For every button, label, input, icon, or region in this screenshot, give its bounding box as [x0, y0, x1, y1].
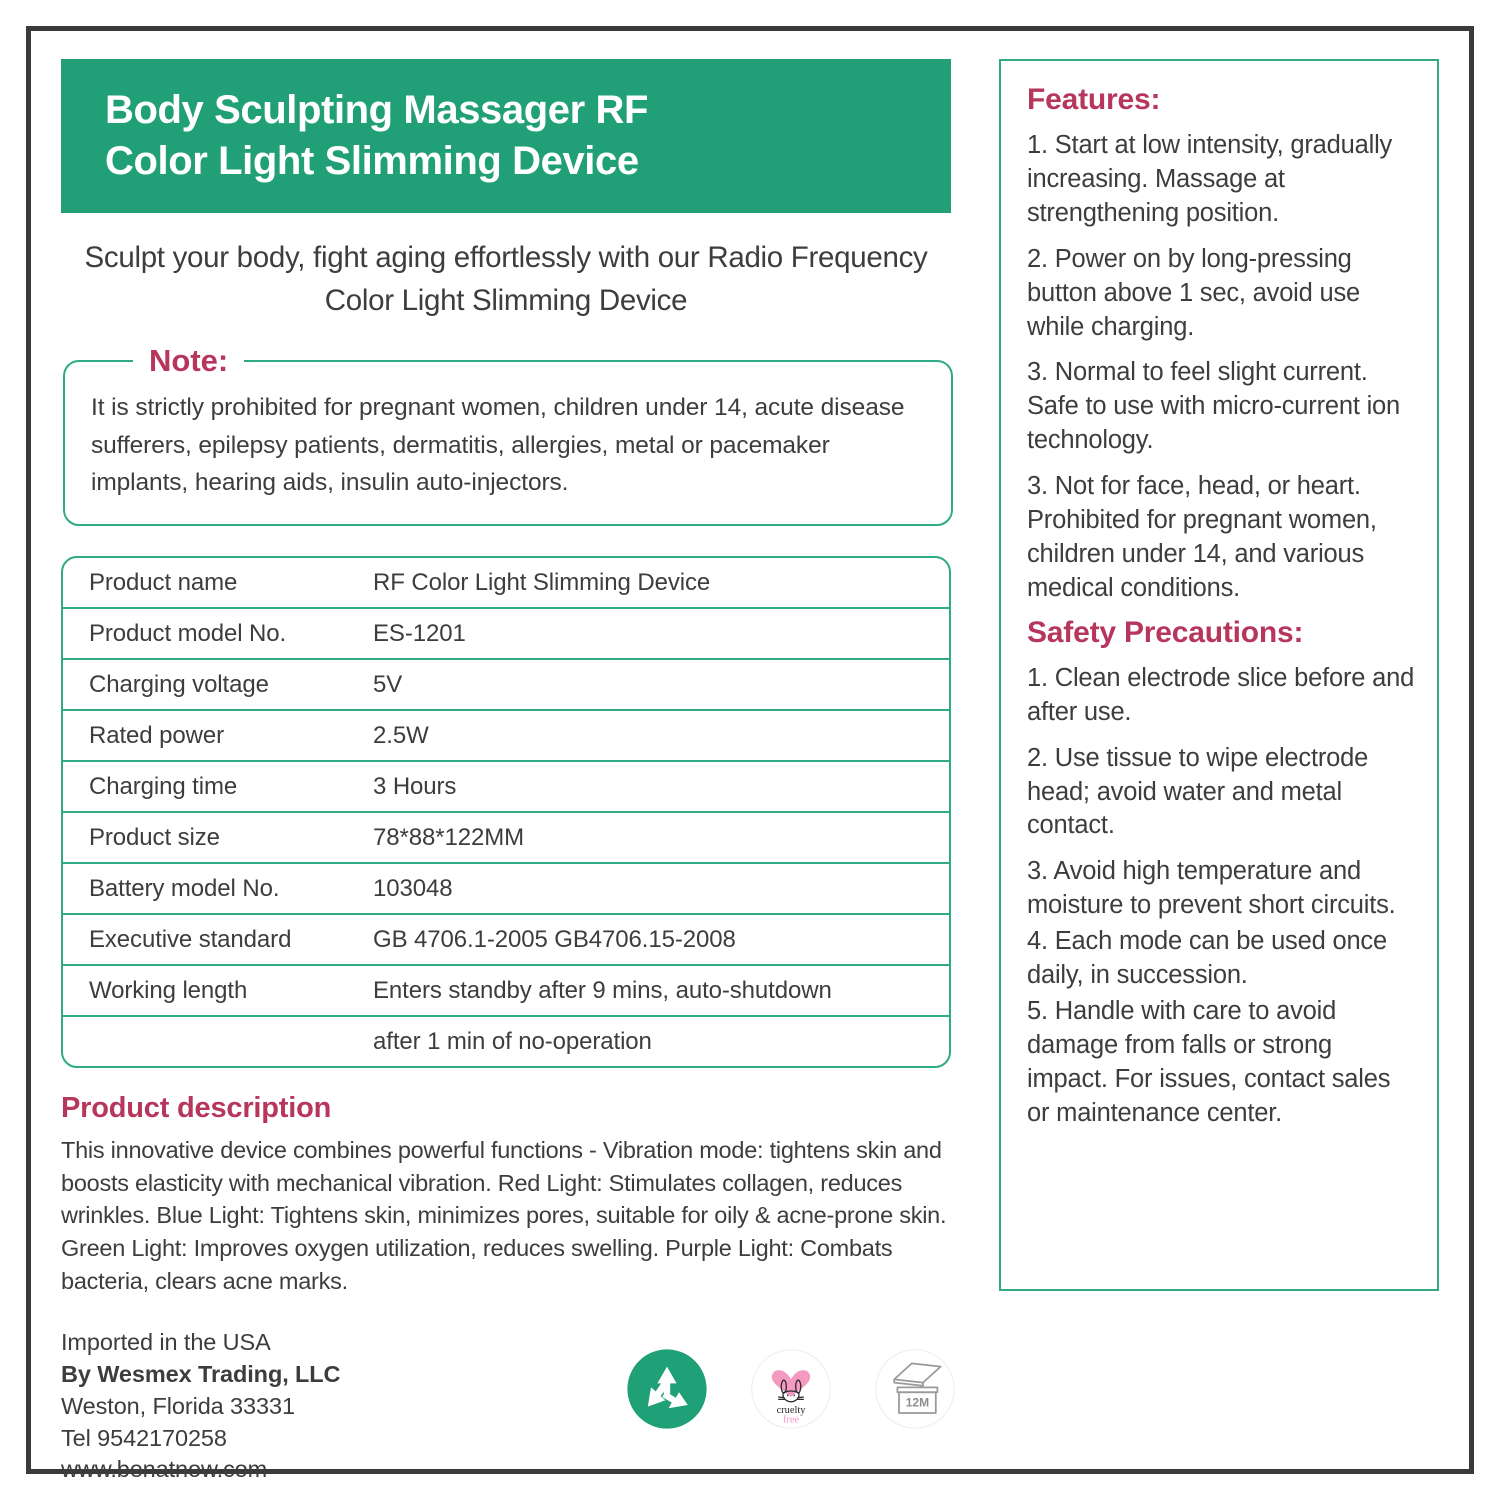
- safety-precautions-heading: Safety Precautions:: [1027, 615, 1304, 649]
- certification-badges: [627, 1349, 955, 1429]
- title-line-1: Body Sculpting Massager RF: [105, 88, 649, 132]
- spec-key: Product model No.: [63, 609, 367, 660]
- table-row: [63, 609, 949, 660]
- spec-key: Product name: [63, 558, 367, 609]
- table-row: [63, 915, 949, 966]
- table-row: [63, 1017, 949, 1066]
- spec-value: Enters standby after 9 mins, auto-shutdown: [367, 966, 949, 1017]
- spec-key: [63, 1017, 367, 1066]
- spec-value: 103048: [367, 864, 949, 915]
- spec-value: 3 Hours: [367, 762, 949, 813]
- safety-item: 4. Each mode can be used once daily, in succession.: [1027, 927, 1387, 990]
- specification-table-body: [63, 558, 949, 1066]
- feature-item: 2. Power on by long-pressing button above 1 sec, avoid use while charging.: [1027, 244, 1361, 341]
- specification-table: [61, 556, 951, 1068]
- table-row: [63, 762, 949, 813]
- spec-key: Rated power: [63, 711, 367, 762]
- features-heading: Features:: [1027, 83, 1161, 116]
- spec-key: Battery model No.: [63, 864, 367, 915]
- spec-value: 5V: [367, 660, 949, 711]
- spec-key: Product size: [63, 813, 367, 864]
- footer-area: [61, 1327, 966, 1486]
- spec-value: GB 4706.1-2005 GB4706.15-2008: [367, 915, 949, 966]
- table-row: [63, 711, 949, 762]
- cruelty-label-top: cruelty: [776, 1405, 806, 1417]
- spec-value: RF Color Light Slimming Device: [367, 558, 949, 609]
- cruelty-label-bottom: free: [782, 1414, 800, 1426]
- subtitle: Sculpt your body, fight aging effortlessly with our Radio Frequency Color Light Slimming Device: [84, 241, 928, 318]
- spec-value: ES-1201: [367, 609, 949, 660]
- safety-item: 1. Clean electrode slice before and after use.: [1027, 663, 1415, 726]
- address-line: Weston, Florida 33331: [61, 1392, 295, 1419]
- left-column: [61, 59, 973, 1483]
- note-label: Note:: [149, 342, 229, 378]
- address-line-tel: Tel 9542170258: [61, 1424, 227, 1451]
- feature-item: 3. Not for face, head, or heart. Prohibited for pregnant women, children under 14, and various medical conditions.: [1027, 472, 1377, 602]
- spec-key: Charging time: [63, 762, 367, 813]
- product-description-heading: Product description: [61, 1092, 332, 1125]
- safety-item: 2. Use tissue to wipe electrode head; avoid water and metal contact.: [1027, 743, 1369, 840]
- title-banner: [61, 59, 951, 213]
- importer-address: [61, 1327, 541, 1486]
- pao-duration-label: 12M: [905, 1395, 930, 1410]
- recycle-icon: [627, 1349, 707, 1429]
- spec-value: 2.5W: [367, 711, 949, 762]
- note-box: [63, 343, 953, 526]
- spec-key: Executive standard: [63, 915, 367, 966]
- safety-item: 3. Avoid high temperature and moisture to prevent short circuits.: [1027, 857, 1396, 920]
- table-row: [63, 813, 949, 864]
- table-row: [63, 966, 949, 1017]
- table-row: [63, 660, 949, 711]
- label-frame: [26, 26, 1474, 1483]
- address-line-company: By Wesmex Trading, LLC: [61, 1361, 341, 1388]
- spec-value: 78*88*122MM: [367, 813, 949, 864]
- product-description-text: This innovative device combines powerful functions - Vibration mode: tightens skin and boosts elasticity with mechanical vibration. Red Light: Stimulates collagen, reduces wrinkles. Blue Light: Tightens skin, minimizes pores, suitable for oily & acne-prone skin. Green Light: Improves oxygen utilization, reduces swelling. Purple Light: Combats bacteria, clears acne marks.: [61, 1137, 947, 1294]
- address-line-website[interactable]: www.benatnow.com: [61, 1456, 268, 1483]
- title-line-2: Color Light Slimming Device: [105, 139, 639, 184]
- table-row: [63, 558, 949, 609]
- period-after-opening-icon: [875, 1349, 955, 1429]
- safety-item: 5. Handle with care to avoid damage from falls or strong impact. For issues, contact sales or maintenance center.: [1027, 996, 1391, 1127]
- table-row: [63, 864, 949, 915]
- spec-key: Charging voltage: [63, 660, 367, 711]
- feature-item: 3. Normal to feel slight current. Safe to use with micro-current ion technology.: [1027, 358, 1401, 455]
- feature-item: 1. Start at low intensity, gradually increasing. Massage at strengthening position.: [1027, 131, 1393, 227]
- address-line: Imported in the USA: [61, 1329, 271, 1356]
- spec-value: after 1 min of no-operation: [373, 1027, 652, 1055]
- cruelty-free-icon: [751, 1349, 831, 1429]
- spec-key: Working length: [63, 966, 367, 1017]
- note-text: It is strictly prohibited for pregnant women, children under 14, acute disease sufferers, epilepsy patients, dermatitis, allergies, metal or pacemaker implants, hearing aids, insulin auto-injectors.: [91, 393, 905, 497]
- right-panel: [999, 59, 1439, 1291]
